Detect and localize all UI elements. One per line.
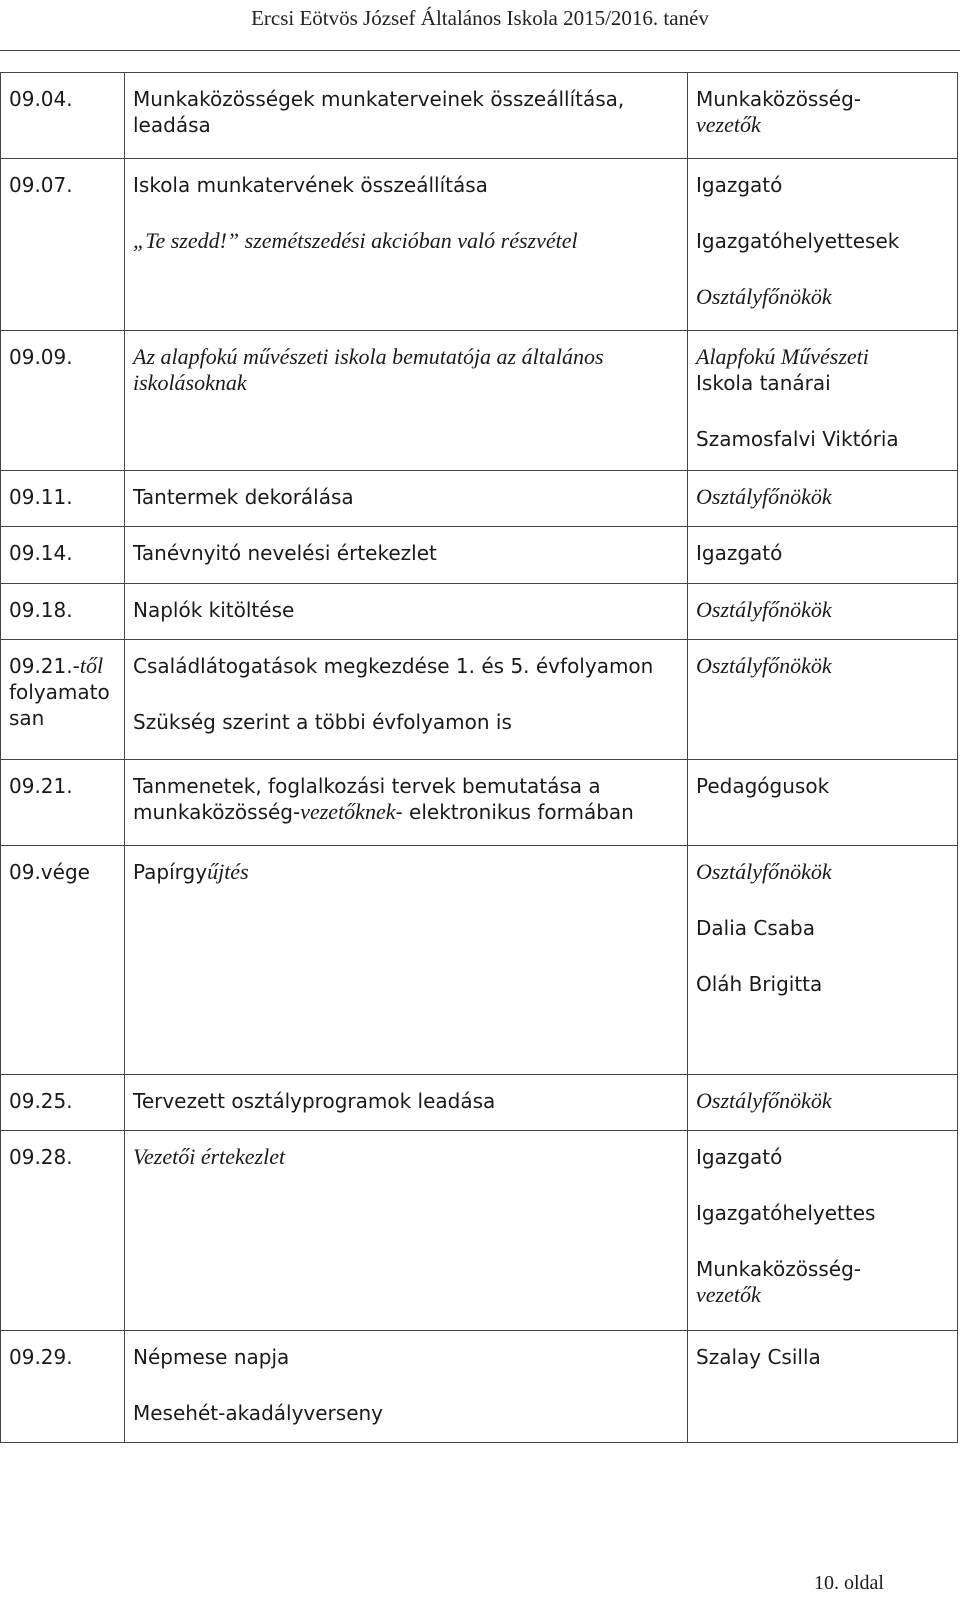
activity-line: Iskola munkatervének összeállítása bbox=[133, 173, 488, 197]
activity-cell: Vezetői értekezlet bbox=[125, 1131, 688, 1331]
table-row bbox=[1, 471, 958, 527]
activity-part: munkaközösség- bbox=[133, 800, 301, 824]
table-row bbox=[1, 584, 958, 640]
activity-cell: Tervezett osztályprogramok leadása bbox=[125, 1075, 688, 1131]
table-row bbox=[1, 1075, 958, 1131]
date-part: től bbox=[79, 653, 104, 678]
responsible-cell: Osztályfőnökök bbox=[688, 471, 958, 527]
responsible-cell: Igazgató bbox=[688, 527, 958, 584]
responsible-cell bbox=[688, 159, 958, 331]
table-row bbox=[1, 640, 958, 760]
responsible-cell bbox=[688, 846, 958, 1075]
activity-cell: Munkaközösségek munkaterveinek összeállítása, leadása bbox=[125, 73, 688, 159]
responsible-line: Munkaközösség- bbox=[696, 87, 861, 111]
responsible-cell bbox=[688, 331, 958, 471]
table-row bbox=[1, 331, 958, 471]
activity-line: Szükség szerint a többi évfolyamon is bbox=[133, 710, 512, 734]
activity-line: Családlátogatások megkezdése 1. és 5. évfolyamon bbox=[133, 654, 654, 678]
activity-line: „Te szedd!” szemétszedési akcióban való részvétel bbox=[133, 228, 578, 253]
responsible-line: Igazgató bbox=[696, 173, 783, 197]
responsible-line: Osztályfőnökök bbox=[696, 284, 832, 309]
table-row bbox=[1, 159, 958, 331]
responsible-cell: Osztályfőnökök bbox=[688, 640, 958, 760]
date-cell: 09.14. bbox=[1, 527, 125, 584]
date-cell: 09.29. bbox=[1, 1331, 125, 1443]
date-cell: 09.21. bbox=[1, 760, 125, 846]
activity-line: Mesehét-akadályverseny bbox=[133, 1401, 384, 1425]
activity-part: - elektronikus formában bbox=[395, 800, 634, 824]
activity-part: vezetőknek bbox=[300, 799, 396, 824]
responsible-cell: Osztályfőnökök bbox=[688, 1075, 958, 1131]
date-cell: 09.28. bbox=[1, 1131, 125, 1331]
table-row bbox=[1, 1131, 958, 1331]
responsible-line: Munkaközösség- bbox=[696, 1257, 861, 1281]
responsible-cell: Pedagógusok bbox=[688, 760, 958, 846]
activity-cell bbox=[125, 846, 688, 1075]
activity-line: Népmese napja bbox=[133, 1345, 290, 1369]
responsible-line: Szamosfalvi Viktória bbox=[696, 427, 899, 451]
table-row bbox=[1, 760, 958, 846]
date-cell: 09.18. bbox=[1, 584, 125, 640]
responsible-line: Osztályfőnökök bbox=[696, 859, 832, 884]
date-cell: 09.04. bbox=[1, 73, 125, 159]
responsible-cell: Szalay Csilla bbox=[688, 1331, 958, 1443]
activity-cell bbox=[125, 640, 688, 760]
date-cell: 09.09. bbox=[1, 331, 125, 471]
page-header: Ercsi Eötvös József Általános Iskola 2015/2016. tanév bbox=[251, 6, 709, 30]
schedule-table bbox=[0, 72, 958, 1443]
activity-part: Papírgy bbox=[133, 860, 208, 884]
table-row bbox=[1, 1331, 958, 1443]
table-row bbox=[1, 527, 958, 584]
date-cell: 09.25. bbox=[1, 1075, 125, 1131]
date-cell: 09.vége bbox=[1, 846, 125, 1075]
responsible-line: Igazgató bbox=[696, 1145, 783, 1169]
activity-line: Tanmenetek, foglalkozási tervek bemutatása a bbox=[133, 774, 601, 798]
date-part: 09.21.- bbox=[9, 654, 80, 678]
activity-cell bbox=[125, 760, 688, 846]
page-number: 10. oldal bbox=[814, 1572, 884, 1594]
date-cell bbox=[1, 640, 125, 760]
header-divider bbox=[0, 50, 960, 51]
activity-cell bbox=[125, 159, 688, 331]
table-row bbox=[1, 846, 958, 1075]
responsible-cell bbox=[688, 1131, 958, 1331]
responsible-line: Oláh Brigitta bbox=[696, 972, 823, 996]
activity-cell bbox=[125, 1331, 688, 1443]
date-cell: 09.07. bbox=[1, 159, 125, 331]
activity-cell: Tanévnyitó nevelési értekezlet bbox=[125, 527, 688, 584]
table-row bbox=[1, 73, 958, 159]
responsible-cell: Osztályfőnökök bbox=[688, 584, 958, 640]
activity-cell: Naplók kitöltése bbox=[125, 584, 688, 640]
activity-cell: Tantermek dekorálása bbox=[125, 471, 688, 527]
responsible-line: Alapfokú Művészeti bbox=[696, 344, 869, 369]
activity-part: űjtés bbox=[207, 859, 249, 884]
activity-cell: Az alapfokú művészeti iskola bemutatója az általános iskolásoknak bbox=[125, 331, 688, 471]
responsible-line: vezetők bbox=[696, 1282, 761, 1307]
responsible-cell bbox=[688, 73, 958, 159]
responsible-line: Dalia Csaba bbox=[696, 916, 815, 940]
date-part: folyamato bbox=[9, 680, 110, 704]
date-cell: 09.11. bbox=[1, 471, 125, 527]
responsible-line: Igazgatóhelyettesek bbox=[696, 229, 900, 253]
responsible-line: Igazgatóhelyettes bbox=[696, 1201, 876, 1225]
responsible-line: Iskola tanárai bbox=[696, 371, 831, 395]
responsible-line: vezetők bbox=[696, 112, 761, 137]
date-part: san bbox=[9, 706, 45, 730]
